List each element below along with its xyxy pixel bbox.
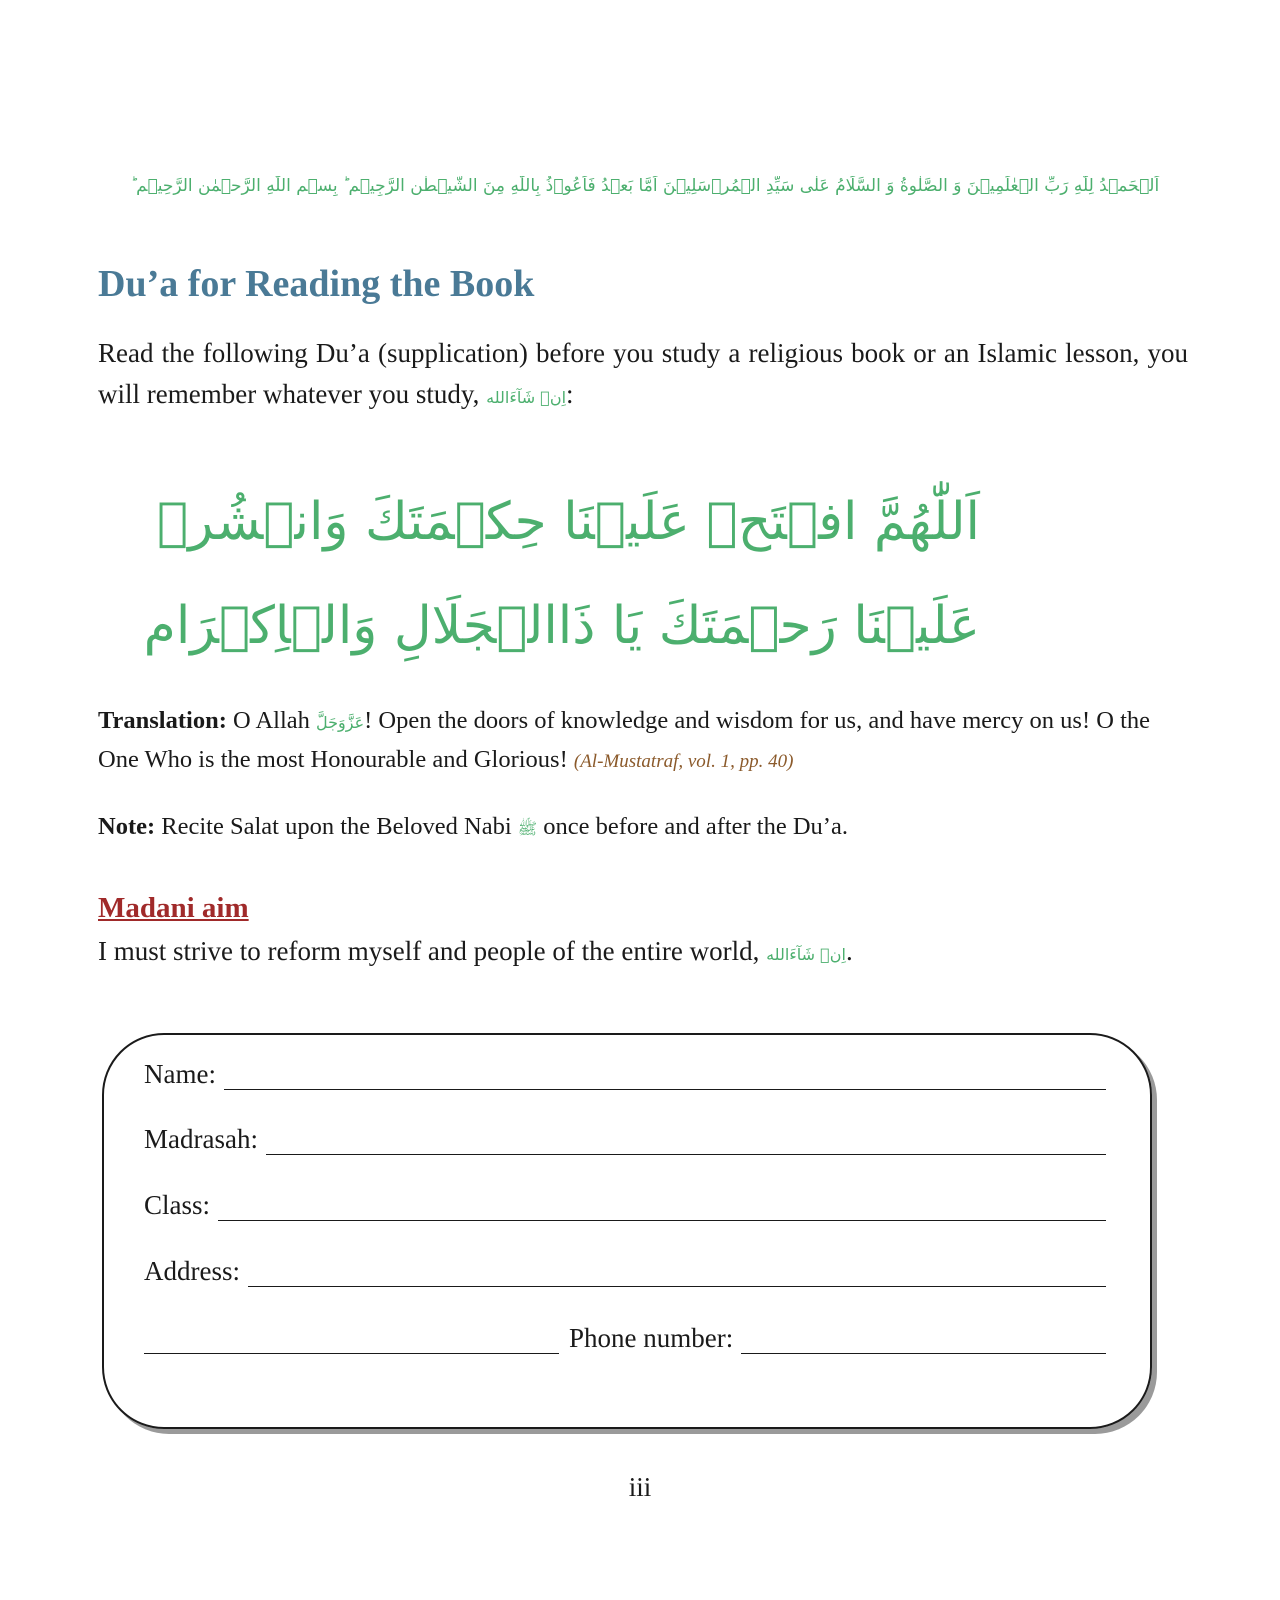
aim-text: I must strive to reform myself and people of the entire world, <box>98 936 767 966</box>
madani-aim-heading: Madani aim <box>98 892 249 924</box>
note-paragraph <box>98 813 1188 842</box>
phone-blank-line[interactable] <box>741 1329 1106 1354</box>
address-continuation-line[interactable] <box>144 1329 559 1354</box>
class-field[interactable] <box>144 1190 1106 1221</box>
intro-end: : <box>566 379 574 409</box>
translation-text-before: O Allah <box>226 707 317 734</box>
page-number: iii <box>628 1472 652 1502</box>
address-field[interactable] <box>144 1256 1106 1287</box>
name-field[interactable] <box>144 1059 1106 1090</box>
intro-paragraph <box>98 333 1188 418</box>
note-text-after: once before and after the Du’a. <box>537 813 848 840</box>
note-arabic-salutation: ﷺ <box>517 819 538 838</box>
madrasah-field[interactable] <box>144 1124 1106 1155</box>
note-label: Note: <box>98 813 156 840</box>
madrasah-label: Madrasah: <box>144 1124 258 1154</box>
address-blank-line[interactable] <box>248 1262 1106 1287</box>
translation-text-after: ! Open the doors of knowledge and wisdom for us, and have mercy on us! O the One Who is the most Honourable and Glorious! <box>98 707 1150 773</box>
phone-label: Phone number: <box>569 1323 734 1353</box>
address-label: Address: <box>144 1256 240 1286</box>
name-blank-line[interactable] <box>224 1065 1106 1090</box>
page-title: Du’a for Reading the Book <box>98 263 535 305</box>
dua-line-1: اَللّٰهُمَّ افۡتَحۡ عَلَيۡنَا حِكۡمَتَكَ وَانۡشُرۡ <box>156 492 980 552</box>
translation-paragraph <box>98 702 1188 780</box>
dua-arabic-block <box>143 470 980 678</box>
madrasah-blank-line[interactable] <box>266 1130 1106 1155</box>
aim-end: . <box>845 936 853 966</box>
intro-text: Read the following Du’a (supplication) before you study a religious book or an Islamic lesson, you will remember whatever you study, <box>98 338 1188 409</box>
arabic-header-line: اَلۡحَمۡدُ لِلّٰهِ رَبِّ الۡعٰلَمِيۡنَ وَ الصَّلٰوةُ وَ السَّلَامُ عَلٰى سَيِّدِ الۡمُرۡسَلِيۡنَ اَمَّا بَعۡدُ فَاَعُوۡذُ بِاللّٰهِ مِنَ الشَّيۡطٰنِ الرَّجِيۡمِ ؕ بِسۡمِ اللّٰهِ الرَّحۡمٰنِ الرَّحِيۡمِ ؕ <box>130 176 1160 196</box>
dua-line-2: عَلَيۡنَا رَحۡمَتَكَ يَا ذَاالۡجَلَالِ وَالۡاِكۡرَام <box>143 596 980 656</box>
class-blank-line[interactable] <box>218 1196 1106 1221</box>
phone-field[interactable] <box>144 1323 1106 1354</box>
intro-arabic-phrase: اِنۡ شَآءَالله <box>486 388 567 407</box>
class-label: Class: <box>144 1190 211 1220</box>
translation-reference: (Al-Mustatraf, vol. 1, pp. 40) <box>573 751 794 772</box>
madani-aim-text <box>98 936 1188 967</box>
name-label: Name: <box>144 1059 216 1089</box>
aim-arabic-phrase: اِنۡ شَآءَالله <box>766 945 846 964</box>
student-info-form <box>102 1033 1152 1429</box>
translation-arabic-honorific: عَزَّوَجَلَّ <box>316 713 365 732</box>
note-text-before: Recite Salat upon the Beloved Nabi <box>155 813 518 840</box>
translation-label: Translation: <box>98 707 227 734</box>
